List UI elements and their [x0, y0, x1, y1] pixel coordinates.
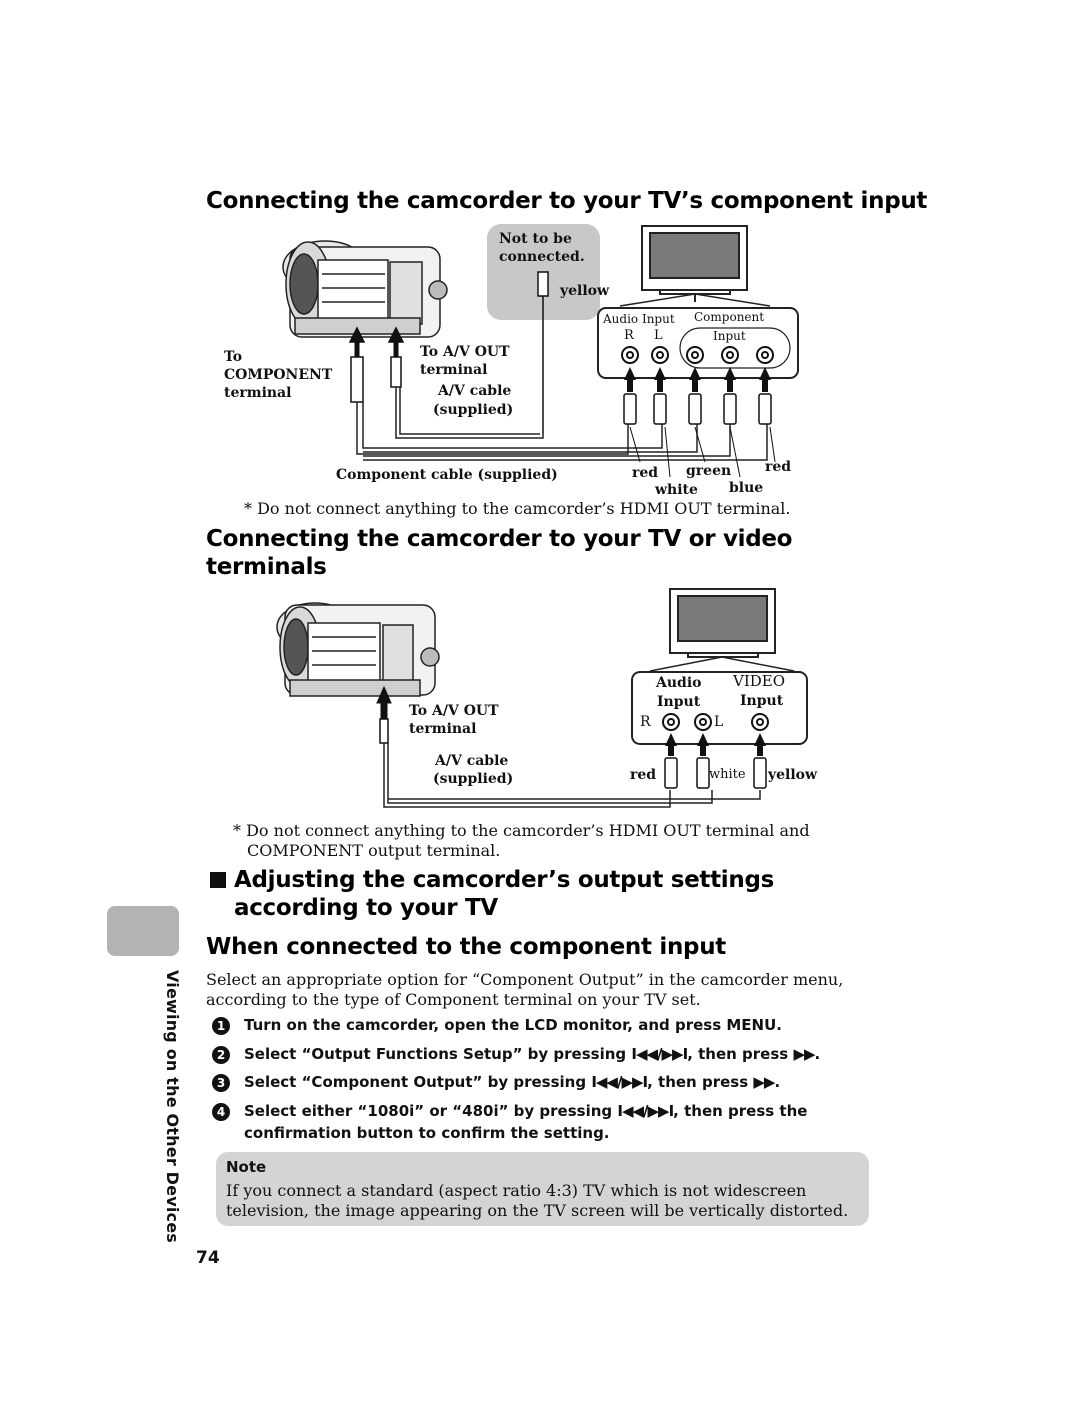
- chapter-side-tab: [107, 906, 179, 956]
- yellow-plug-label: yellow: [560, 283, 610, 299]
- play-button-icon: ▶▶: [753, 1073, 775, 1091]
- play-button-icon: ▶▶: [793, 1045, 815, 1063]
- note-label: Note: [226, 1158, 267, 1176]
- step-2-row: Select “Output Functions Setup” by pressing I◀◀/▶▶I, then press ▶▶.: [244, 1045, 821, 1063]
- av-terminal-label-2: terminal: [409, 721, 477, 737]
- av-cable-label: A/V cable: [438, 383, 512, 399]
- av-cable-label-2: A/V cable: [435, 753, 509, 769]
- red-plug-label-1: red: [632, 465, 659, 481]
- section-title-component: Connecting the camcorder to your TV’s component input: [206, 188, 928, 214]
- section-title-adjust-line2: according to your TV: [234, 895, 498, 921]
- white-plug-label: white: [655, 482, 698, 498]
- red-plug-label-3: red: [630, 767, 657, 783]
- yellow-plug-label-2: yellow: [768, 767, 818, 783]
- step-2-tail: , then press: [687, 1045, 789, 1063]
- step-3-row: Select “Component Output” by pressing I◀◀/▶▶I, then press ▶▶.: [244, 1073, 781, 1091]
- component-cable-label: Component cable (supplied): [336, 467, 558, 483]
- intro-line2: according to the type of Component terminal on your TV set.: [206, 990, 701, 1009]
- section-title-video-line1: Connecting the camcorder to your TV or video: [206, 526, 793, 552]
- step-3-text: Select “Component Output” by pressing: [244, 1073, 587, 1091]
- to-label: To: [224, 349, 243, 365]
- step-1-number: 1: [212, 1017, 230, 1035]
- av-cable-supplied-label: (supplied): [433, 402, 514, 418]
- r-label-1: R: [624, 328, 634, 343]
- terminal-label: terminal: [224, 385, 292, 401]
- footnote-hdmi-2-line2: COMPONENT output terminal.: [247, 841, 501, 860]
- footnote-hdmi-2-line1: * Do not connect anything to the camcorder’s HDMI OUT terminal and: [233, 821, 810, 840]
- step-1-text: Turn on the camcorder, open the LCD monitor, and press MENU.: [244, 1016, 782, 1034]
- step-3-tail: , then press: [647, 1073, 749, 1091]
- av-cable-supplied-label-2: (supplied): [433, 771, 514, 787]
- l-label-2: L: [714, 714, 724, 730]
- step-2-number: 2: [212, 1046, 230, 1064]
- white-plug-label-2: white: [709, 767, 746, 782]
- l-label-1: L: [654, 328, 663, 343]
- component-input-label-line1: Component: [694, 310, 765, 324]
- chapter-side-label: Viewing on the Other Devices: [163, 970, 182, 1243]
- page-number: 74: [196, 1248, 220, 1268]
- skip-buttons-icon: I◀◀/▶▶I: [631, 1045, 688, 1063]
- av-terminal-label: terminal: [420, 362, 488, 378]
- not-connected-label-line2: connected.: [499, 249, 585, 265]
- skip-buttons-icon: I◀◀/▶▶I: [591, 1073, 648, 1091]
- skip-buttons-icon: I◀◀/▶▶I: [617, 1102, 674, 1120]
- to-av-out-label-2: To A/V OUT: [409, 703, 499, 719]
- step-4-tail: , then press the: [673, 1102, 808, 1120]
- step-4-text: Select either “1080i” or “480i” by pressing: [244, 1102, 613, 1120]
- section-bullet-square: [210, 872, 226, 888]
- intro-line1: Select an appropriate option for “Component Output” in the camcorder menu,: [206, 970, 844, 989]
- blue-plug-label: blue: [729, 480, 764, 496]
- tv-illustration-1: [642, 226, 747, 302]
- audio-label: Audio: [656, 675, 702, 691]
- r-label-2: R: [640, 714, 651, 730]
- section-title-video-line2: terminals: [206, 554, 327, 580]
- footnote-hdmi-1: * Do not connect anything to the camcorder’s HDMI OUT terminal.: [244, 499, 791, 518]
- video-input-label: Input: [740, 693, 784, 709]
- note-line1: If you connect a standard (aspect ratio 4:3) TV which is not widescreen: [226, 1181, 807, 1200]
- component-input-label-line2: Input: [713, 329, 746, 343]
- to-av-out-label: To A/V OUT: [420, 344, 510, 360]
- section-title-component-input: When connected to the component input: [206, 934, 726, 960]
- component-terminal-label: COMPONENT: [224, 367, 333, 383]
- note-line2: television, the image appearing on the TV screen will be vertically distorted.: [226, 1201, 849, 1220]
- video-label: VIDEO: [733, 672, 786, 690]
- camcorder-illustration: [283, 241, 447, 337]
- section-title-adjust-line1: Adjusting the camcorder’s output settings: [234, 867, 775, 893]
- step-4-number: 4: [212, 1103, 230, 1121]
- red-plug-label-2: red: [765, 459, 792, 475]
- step-3-number: 3: [212, 1074, 230, 1092]
- tv-illustration-2: [670, 589, 775, 657]
- camcorder-illustration-2: [277, 603, 439, 696]
- green-plug-label: green: [686, 463, 732, 479]
- step-2-text: Select “Output Functions Setup” by pressing: [244, 1045, 627, 1063]
- audio-input-label: Audio Input: [603, 312, 675, 326]
- not-connected-label-line1: Not to be: [499, 231, 572, 247]
- audio-input-label-2: Input: [657, 694, 701, 710]
- step-4-row: [244, 1101, 807, 1121]
- step-4-line2: confirmation button to confirm the setting.: [244, 1124, 610, 1142]
